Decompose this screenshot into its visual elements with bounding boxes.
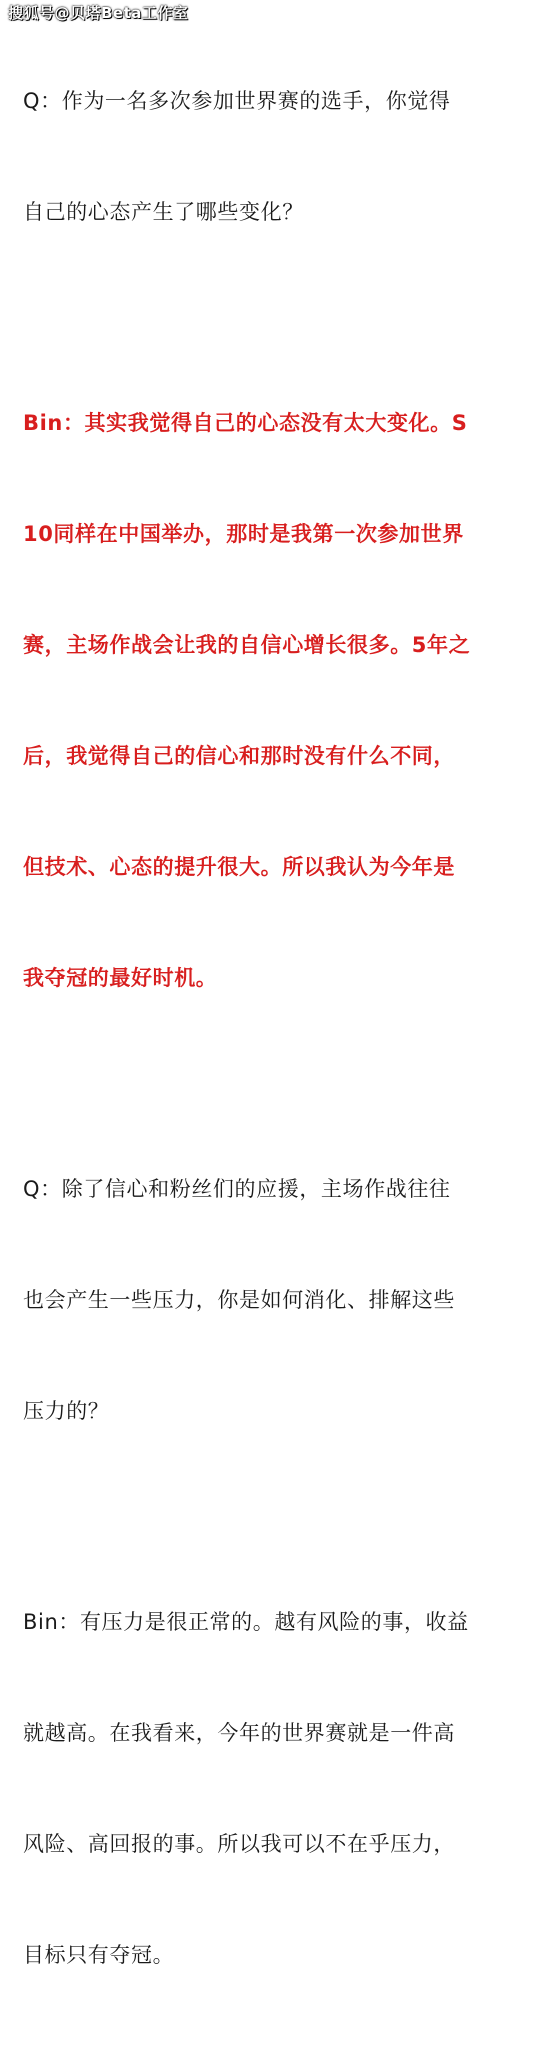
question-2 bbox=[23, 1097, 523, 1504]
text-line: 10同样在中国举办，那时是我第一次参加世界 bbox=[23, 522, 464, 546]
paragraph-gap bbox=[23, 305, 523, 331]
text-line: 目标只有夺冠。 bbox=[23, 1943, 175, 1967]
question-1 bbox=[23, 9, 523, 305]
text-line: 我夺冠的最好时机。 bbox=[23, 966, 218, 990]
text-line: Q：除了信心和粉丝们的应援，主场作战往往 bbox=[23, 1177, 451, 1201]
text-line: 就越高。在我看来，今年的世界赛就是一件高 bbox=[23, 1721, 455, 1745]
paragraph-gap bbox=[23, 1504, 523, 1530]
text-line: 压力的？ bbox=[23, 1399, 110, 1423]
answer-2 bbox=[23, 1530, 523, 2048]
watermark-text: 搜狐号@贝塔Beta工作室 bbox=[8, 4, 189, 22]
text-line: Bin：其实我觉得自己的心态没有太大变化。S bbox=[23, 411, 468, 435]
text-line: Q：作为一名多次参加世界赛的选手，你觉得 bbox=[23, 89, 451, 113]
text-line: 但技术、心态的提升很大。所以我认为今年是 bbox=[23, 855, 455, 879]
text-line: 风险、高回报的事。所以我可以不在乎压力， bbox=[23, 1832, 455, 1856]
article-body bbox=[23, 9, 523, 2048]
text-line: 自己的心态产生了哪些变化？ bbox=[23, 200, 304, 224]
paragraph-gap bbox=[23, 1071, 523, 1097]
text-line: 也会产生一些压力，你是如何消化、排解这些 bbox=[23, 1288, 455, 1312]
text-line: 后，我觉得自己的信心和那时没有什么不同， bbox=[23, 744, 455, 768]
answer-1 bbox=[23, 331, 523, 1071]
text-line: Bin：有压力是很正常的。越有风险的事，收益 bbox=[23, 1610, 469, 1634]
text-line: 赛，主场作战会让我的自信心增长很多。5年之 bbox=[23, 633, 471, 657]
